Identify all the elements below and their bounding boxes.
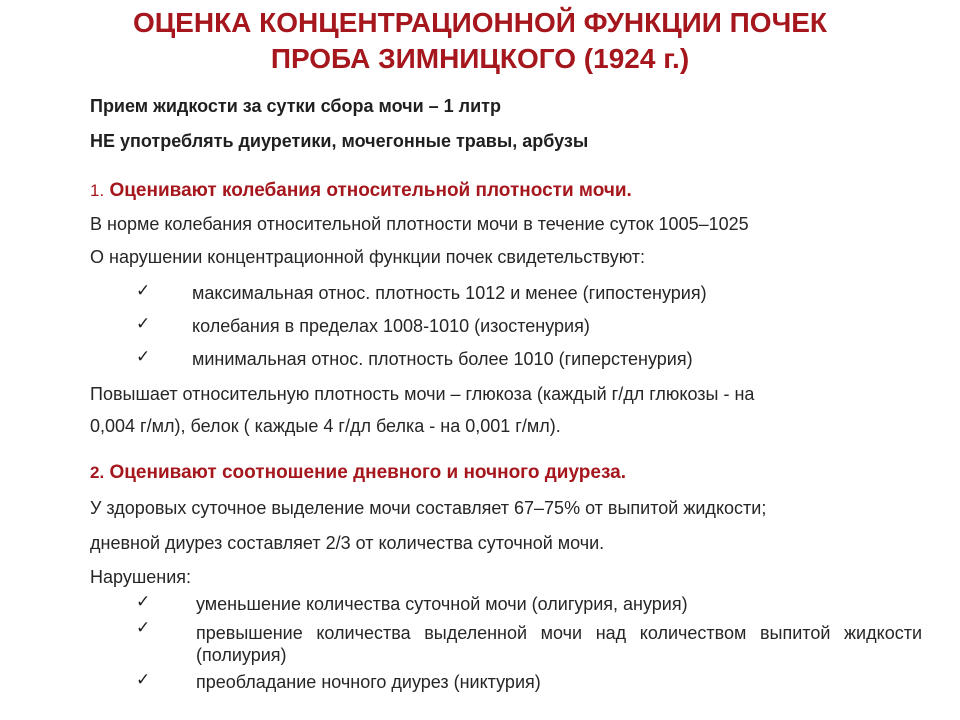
section-2-item-text: превышение количества выделенной мочи над количеством выпитой жидкости (полиурия) — [196, 623, 922, 665]
checkmark-icon: ✓ — [136, 592, 151, 612]
intro-line-1: Прием жидкости за сутки сбора мочи – 1 литр — [90, 96, 501, 116]
section-1-norm: В норме колебания относительной плотности мочи в течение суток 1005–1025 — [90, 214, 749, 234]
section-2-heading-text: Оценивают соотношение дневного и ночного диуреза. — [109, 462, 626, 483]
section-1-note-line-2: 0,004 г/мл), белок ( каждые 4 г/дл белка - на 0,001 г/мл). — [90, 416, 561, 436]
checkmark-icon: ✓ — [136, 618, 151, 638]
section-1-item-text: минимальная относ. плотность более 1010 (гиперстенурия) — [192, 349, 693, 369]
section-2-item-text: преобладание ночного диурез (никтурия) — [196, 672, 541, 692]
section-1-number: 1. — [90, 181, 105, 200]
intro-line-2: НЕ употреблять диуретики, мочегонные травы, арбузы — [90, 131, 589, 151]
section-1-heading — [90, 180, 632, 202]
section-1-item-text: максимальная относ. плотность 1012 и менее (гипостенурия) — [192, 283, 707, 303]
section-2-item-text: уменьшение количества суточной мочи (олигурия, анурия) — [196, 594, 688, 614]
section-2-number: 2. — [90, 463, 105, 482]
title-line-1: ОЦЕНКА КОНЦЕНТРАЦИОННОЙ ФУНКЦИИ ПОЧЕК — [132, 7, 828, 38]
checkmark-icon: ✓ — [136, 314, 151, 334]
title-line-2: ПРОБА ЗИМНИЦКОГО (1924 г.) — [270, 43, 690, 74]
checkmark-icon: ✓ — [136, 670, 151, 690]
checkmark-icon: ✓ — [136, 347, 151, 367]
section-1-violation-intro: О нарушении концентрационной функции почек свидетельствуют: — [90, 247, 646, 267]
section-1-note-line-1: Повышает относительную плотность мочи – глюкоза (каждый г/дл глюкозы - на — [90, 384, 755, 404]
section-2-line-2: дневной диурез составляет 2/3 от количества суточной мочи. — [90, 533, 605, 553]
checkmark-icon: ✓ — [136, 281, 151, 301]
section-2-violations-label: Нарушения: — [90, 567, 192, 587]
section-2-heading — [90, 462, 626, 484]
section-1-item-text: колебания в пределах 1008-1010 (изостенурия) — [192, 316, 590, 336]
section-1-heading-text: Оценивают колебания относительной плотности мочи. — [109, 180, 632, 201]
section-2-line-1: У здоровых суточное выделение мочи составляет 67–75% от выпитой жидкости; — [90, 498, 767, 518]
